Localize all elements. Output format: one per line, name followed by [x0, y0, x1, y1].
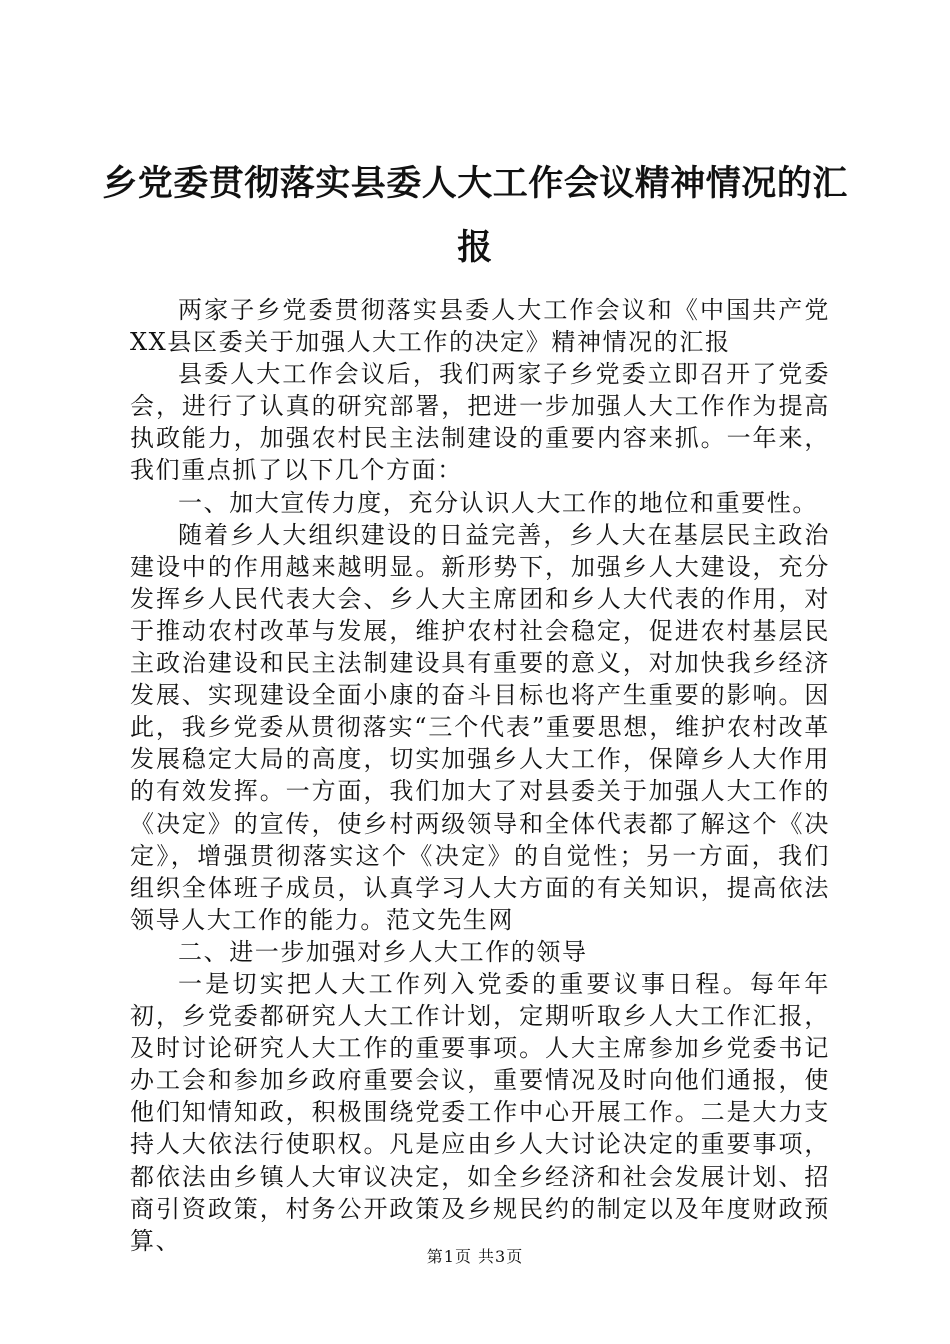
paragraph: 随着乡人大组织建设的日益完善，乡人大在基层民主政治建设中的作用越来越明显。新形势下，加强乡人大建设，充分发挥乡人民代表大会、乡人大主席团和乡人大代表的作用，对于推动农村改革与发展，维护农村社会稳定，促进农村基层民主政治建设和民主法制建设具有重要的意义，对加快我乡经济发展、实现建设全面小康的奋斗目标也将产生重要的影响。因此，我乡党委从贯彻落实“三个代表”重要思想，维护农村改革发展稳定大局的高度，切实加强乡人大工作，保障乡人大作用的有效发挥。一方面，我们加大了对县委关于加强人大工作的《决定》的宣传，使乡村两级领导和全体代表都了解这个《决定》，增强贯彻落实这个《决定》的自觉性；另一方面，我们组织全体班子成员，认真学习人大方面的有关知识，提高依法领导人大工作的能力。范文先生网 — [130, 520, 830, 934]
section-heading: 二、进一步加强对乡人大工作的领导 — [178, 937, 588, 966]
document-title: 乡党委贯彻落实县委人大工作会议精神情况的汇报 — [102, 163, 848, 268]
page-number: 第1页 共3页 — [426, 1247, 524, 1266]
paragraph: 一是切实把人大工作列入党委的重要议事日程。每年年初，乡党委都研究人大工作计划，定期听取乡人大工作汇报，及时讨论研究人大工作的重要事项。人大主席参加乡党委书记办工会和参加乡政府重要会议，重要情况及时向他们通报，使他们知情知政，积极围绕党委工作中心开展工作。二是大力支持人大依法行使职权。凡是应由乡人大讨论决定的重要事项，都依法由乡镇人大审议决定，如全乡经济和社会发展计划、招商引资政策，村务公开政策及乡规民约的制定以及年度财政预算、 — [130, 969, 830, 1255]
paragraph: 县委人大工作会议后，我们两家子乡党委立即召开了党委会，进行了认真的研究部署，把进一步加强人大工作作为提高执政能力，加强农村民主法制建设的重要内容来抓。一年来，我们重点抓了以下几个方面： — [130, 360, 830, 485]
section-heading: 一、加大宣传力度，充分认识人大工作的地位和重要性。 — [178, 488, 818, 517]
document-body — [130, 294, 830, 1257]
paragraph: 两家子乡党委贯彻落实县委人大工作会议和《中国共产党XX县区委关于加强人大工作的决定》精神情况的汇报 — [130, 296, 830, 357]
